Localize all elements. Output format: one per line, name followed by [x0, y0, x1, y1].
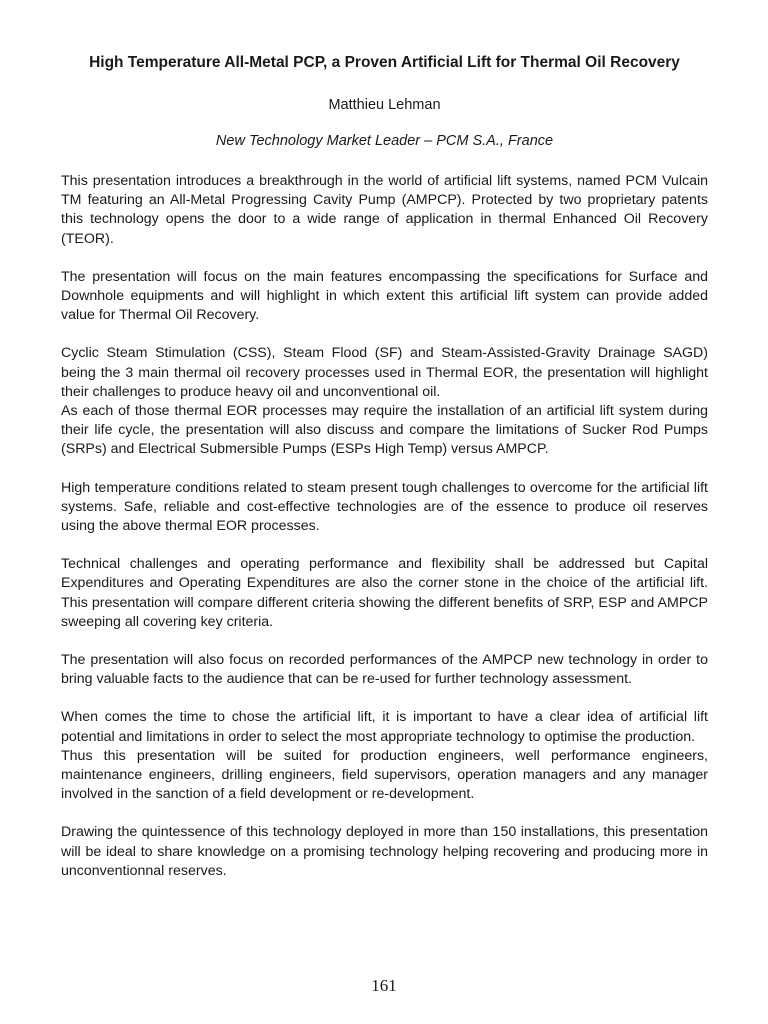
- author-name: Matthieu Lehman: [328, 97, 441, 113]
- paragraph: High temperature conditions related to steam present tough challenges to overcome for the artificial lift systems. Safe, reliable and cost-effective technologies are of the essence to produce oil reserves using the above thermal EOR processes.: [61, 479, 708, 535]
- paragraph: Cyclic Steam Stimulation (CSS), Steam Flood (SF) and Steam-Assisted-Gravity Drainage SAGD) being the 3 main thermal oil recovery processes used in Thermal EOR, the presentation will highlight their challenges to produce heavy oil and unconventional oil.: [61, 345, 708, 400]
- paragraph: Drawing the quintessence of this technology deployed in more than 150 installations, this presentation will be ideal to share knowledge on a promising technology helping recovering and producing more in unconventionnal reserves.: [61, 824, 708, 879]
- paragraph: The presentation will also focus on recorded performances of the AMPCP new technology in order to bring valuable facts to the audience that can be re-used for further technology assessment.: [61, 652, 708, 688]
- paragraph: Technical challenges and operating performance and flexibility shall be addressed but Capital Expenditures and Operating Expenditures are also the corner stone in the choice of the artificial lift. This presentation will compare different criteria showing the different benefits of SRP, ESP and AMPCP sweeping all covering key criteria.: [61, 556, 708, 630]
- document-page: [61, 52, 708, 900]
- paper-title: High Temperature All-Metal PCP, a Proven Artificial Lift for Thermal Oil Recovery: [89, 54, 680, 71]
- paragraph: This presentation introduces a breakthrough in the world of artificial lift systems, named PCM Vulcain TM featuring an All-Metal Progressing Cavity Pump (AMPCP). Protected by two proprietary patents this technology opens the door to a wide range of application in thermal Enhanced Oil Recovery (TEOR).: [61, 173, 708, 247]
- paragraph: When comes the time to chose the artificial lift, it is important to have a clear idea of artificial lift potential and limitations in order to select the most appropriate technology to optimise the production.: [61, 709, 708, 745]
- paragraph: Thus this presentation will be suited for production engineers, well performance engineers, maintenance engineers, drilling engineers, field supervisors, operation managers and any manager involved in the sanction of a field development or re-development.: [61, 747, 708, 803]
- author-affiliation: New Technology Market Leader – PCM S.A., France: [215, 133, 554, 149]
- abstract-body: [61, 172, 708, 881]
- paragraph: As each of those thermal EOR processes may require the installation of an artificial lift system during their life cycle, the presentation will also discuss and compare the limitations of Sucker Rod Pumps (SRPs) and Electrical Submersible Pumps (ESPs High Temp) versus AMPCP.: [61, 403, 708, 458]
- page-number: 161: [371, 976, 397, 995]
- paragraph: The presentation will focus on the main features encompassing the specifications for Surface and Downhole equipments and will highlight in which extent this artificial lift system can provide added value for Thermal Oil Recovery.: [61, 268, 708, 324]
